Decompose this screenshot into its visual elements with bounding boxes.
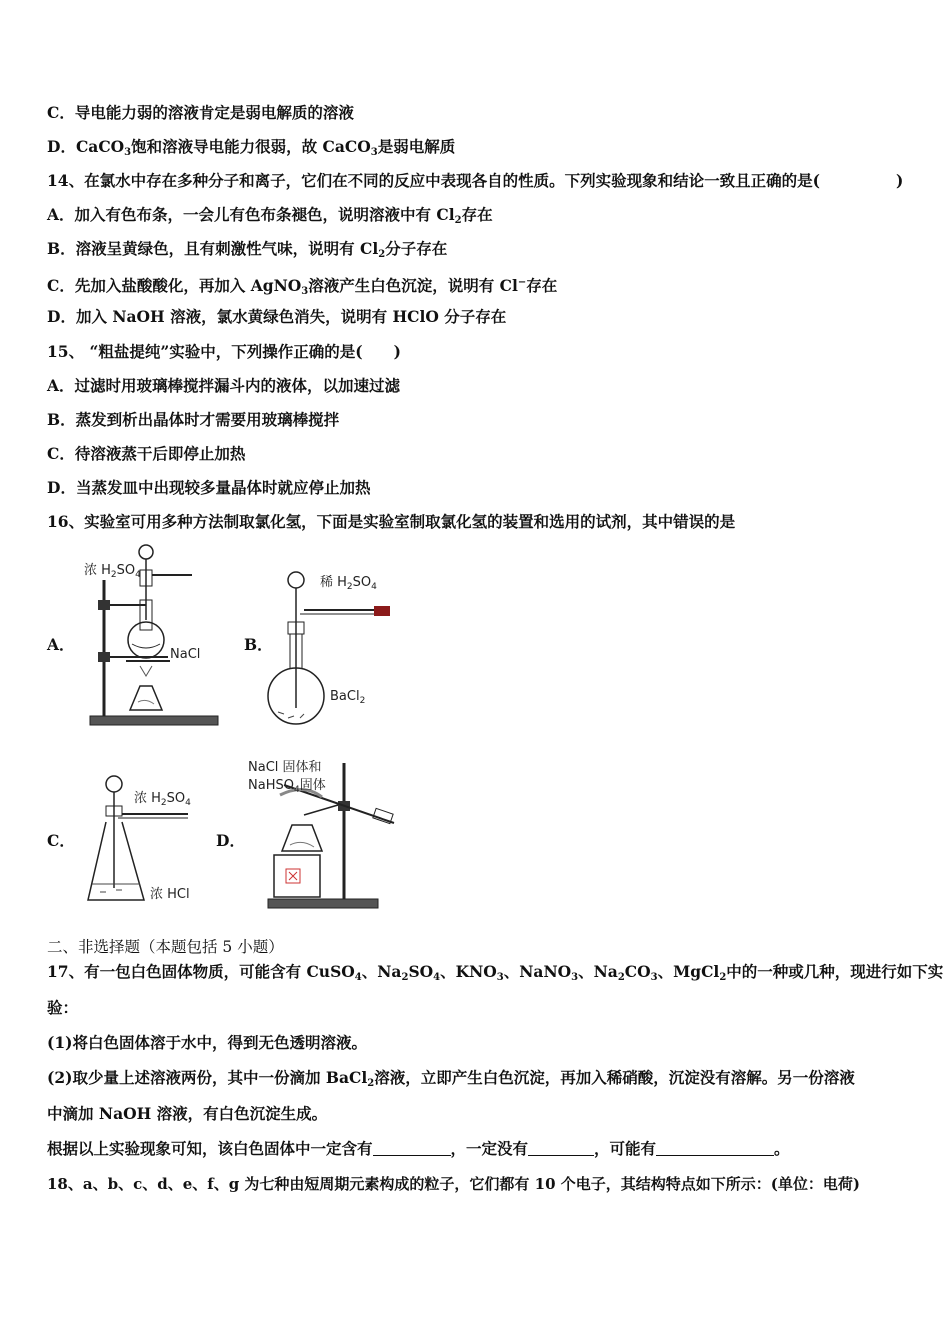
q16-label-a: A． <box>47 635 75 654</box>
q14-option-a: A．加入有色布条，一会儿有色布条褪色，说明溶液中有 $Cl_2$存在 <box>47 205 493 226</box>
q15-stem: 15、 “粗盐提纯”实验中，下列操作正确的是( ) <box>47 342 401 361</box>
figure-d-apparatus <box>244 755 404 915</box>
q15-option-a: A．过滤时用玻璃棒搅拌漏斗内的液体，以加速过滤 <box>47 376 401 395</box>
fig-d-reagent-line2: NaHSO$_4$固体 <box>248 778 326 795</box>
figure-a-apparatus <box>80 540 225 730</box>
q13-option-c: C．导电能力弱的溶液肯定是弱电解质的溶液 <box>47 103 354 122</box>
q15-option-c: C．待溶液蒸干后即停止加热 <box>47 444 246 463</box>
figure-b-apparatus <box>264 568 394 728</box>
fig-c-reagent-bottom: 浓 HCl <box>150 887 190 902</box>
fig-b-reagent-top: 稀 $H_2SO_4$ <box>320 575 377 592</box>
q17-blank-definite[interactable] <box>373 1141 451 1156</box>
fig-d-reagent-line1: NaCl 固体和 <box>248 760 322 775</box>
q18-stem: 18、a、b、c、d、e、f、g 为七种由短周期元素构成的粒子，它们都有 10 个电子，其结构特点如下所示：(单位：电荷) <box>47 1175 860 1193</box>
fig-a-reagent-solid: NaCl <box>170 647 201 662</box>
q15-option-b: B．蒸发到析出晶体时才需要用玻璃棒搅拌 <box>47 410 340 429</box>
q14-option-c: C．先加入盐酸酸化，再加入 AgNO$_3$溶液产生白色沉淀，说明有 Cl−存在 <box>47 276 558 297</box>
q16-label-b: B． <box>244 635 273 654</box>
q17-stem-continued: 验： <box>47 998 79 1017</box>
section-2-title: 二、非选择题（本题包括 5 小题） <box>47 938 284 956</box>
fig-c-reagent-top: 浓 $H_2SO_4$ <box>134 791 191 808</box>
q15-option-d: D．当蒸发皿中出现较多量晶体时就应停止加热 <box>47 478 371 497</box>
q17-step-1: (1)将白色固体溶于水中，得到无色透明溶液。 <box>47 1033 367 1052</box>
q17-blank-absent[interactable] <box>528 1141 594 1156</box>
q16-label-c: C． <box>47 831 75 850</box>
q14-stem: 14、在氯水中存在多种分子和离子，它们在不同的反应中表现各自的性质。下列实验现象和结论一致且正确的是( <box>47 171 820 190</box>
q14-stem-close: ) <box>896 171 904 190</box>
q13-option-d: D．CaCO$_3$饱和溶液导电能力很弱，故 CaCO$_3$是弱电解质 <box>47 137 456 158</box>
fig-b-reagent-solid: BaCl$_2$ <box>330 689 366 706</box>
figure-c-apparatus <box>84 770 214 910</box>
q14-option-d: D．加入 NaOH 溶液，氯水黄绿色消失，说明有 HClO 分子存在 <box>47 307 507 326</box>
q17-blank-possible[interactable] <box>656 1141 774 1156</box>
q17-step-2: (2)取少量上述溶液两份，其中一份滴加 BaCl$_2$溶液，立即产生白色沉淀，再加入稀硝酸，沉淀没有溶解。另一份溶液 <box>47 1068 855 1089</box>
q14-option-b: B．溶液呈黄绿色，且有刺激性气味，说明有 $Cl_2$分子存在 <box>47 239 448 260</box>
q16-stem: 16、实验室可用多种方法制取氯化氢，下面是实验室制取氯化氢的装置和选用的试剂，其中错误的是 <box>47 512 736 531</box>
q17-stem: 17、有一包白色固体物质，可能含有 CuSO$_4$、$Na_2SO_4$、$KNO_3$、NaNO$_3$、$Na_2CO_3$、MgCl$_2$中的一种或几种，现进行如下实 <box>47 962 944 983</box>
q17-conclusion: 根据以上实验现象可知，该白色固体中一定含有 ，一定没有 ，可能有 。 <box>47 1139 790 1158</box>
q16-label-d: D． <box>216 831 245 850</box>
q17-step-2-continued: 中滴加 NaOH 溶液，有白色沉淀生成。 <box>47 1104 328 1123</box>
fig-a-reagent-top: 浓 $H_2SO_4$ <box>84 563 141 580</box>
